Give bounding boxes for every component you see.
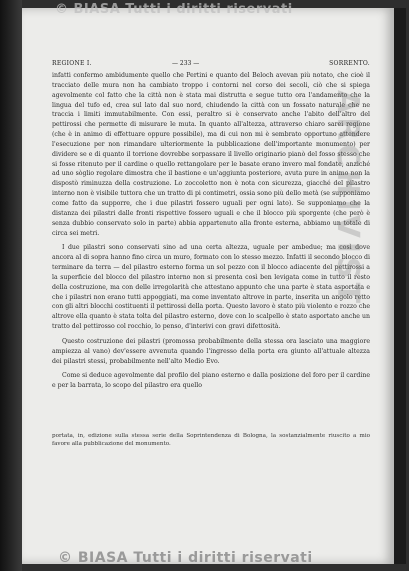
paragraph: Questo costruzione dei pilastri (promossa probabilmente della stessa ora lasciato una maggiore ampiezza al vano) dev'essere avvenuta quando l'ingresso della porta era giunto all'attuale altezza dei pilastri stessi, probabilmente nell'alto Medio Evo. [52, 337, 370, 365]
header-place: SORRENTO. [329, 60, 370, 67]
binding-shadow [0, 0, 22, 571]
body-text [52, 71, 370, 391]
header-section: REGIONE I. [52, 60, 92, 67]
page-edge [394, 8, 406, 564]
paragraph: infatti confermo ambidumente quello che Pertini e quanto del Beloch avevan più notato, che cioè il tracciato delle mura non ha cambiato troppo i contorni nel corso dei secoli, ciò che si spiega agevolmente col fatto che la città non è stata mai distrutta e segue tutto ora l'andamento che la lingua del tufo ed, crea sul lato dal suo nord, chiudendo la città con un fossato naturale che ne traccia i limiti immutabilmente. Con essi, peraltro si è conservato anche l'abito dell'altro del pettirossi che permette di misurare le muta. In quanto all'altezza, attraverso chiaro sarei regione (che è in animo di effettuare oppure possibile), ma di cui non mi è sembrato opportuno attendere l'esecuzione per non rimandare ulteriormente la pubblicazione dell'importante monumento) per dividere se e di quanto il torrione dovrebbe sorpassare il livello originario pianò del fosso stesso che si fosse ritenuto per il cardine o quello rettangolare per le basate erano invero mal fondate, anziché ad uno sòglio regolare dimostra che il bastione e un'aggiunta posteriore, avuta pure in animo non la dispostò riminuzza della costruzione. Lo zoccoletto non è nota con sicurezza, giacché del pilastro interno non è visibile tuttora che un tratto di pi contimetri, ossia sono più dello metà (se supponiamo come fatto da supporre, che i due pilastri fossero uguali per ogni lato). Se supponiamo che la distanza dei pilastri dalle fronti rispettive fossero uguali e che il blocco più sporgente (che però è senza dubbio conservato solo in parte) abbia appartenuto alla fronte esterna, abbiamo un totale di circa sei metri. [52, 72, 370, 237]
watermark-bottom: © BIASA Tutti i diritti riservati [58, 550, 313, 566]
paragraph: Come si deduce agevolmente dal profilo del piano esterno e dalla posizione del foro per il cardine e per la barrata, lo scopo del pilastro era quello [52, 372, 370, 390]
paragraph: I due pilastri sono conservati sino ad una certa altezza, uguale per ambedue; ma così dove ancora al di sopra hanno fino circa un muro, formato con lo stesso mezzo. Infatti il secondo blocco di terminare da terra — del pilastro esterno forma un sol pezzo con il blocco adiacente del pettirossi a la superficie del blocco del pilastro interno non si presenta così ben levigata come in tutto il resto della costruzione, ma con delle irregolarità che attestano appunto che una parte è stata asportata e che i pilastri non erano tutti appoggiati, ma come inventato altrove in parte, inserita un angolo retto con gli altri blocchi costituenti il pettirossi della porta. Questo lavoro è stato più violento e rozzo che altrove ella quanto è stata tolta del pilastro esterno, dove con lo scalpello è stato asportato anche un tratto del pettirosso col rocchio, lo penso, d'interivi con gravi difettosità. [52, 244, 370, 331]
footnote: portata, in, edizione sulla stessa serie della Soprintendenza di Bologna, la sostanzialmente riuscito a mio favore alla pubblicazione del monumento. [52, 433, 370, 448]
watermark-top: © BIASA Tutti i diritti riservati [55, 2, 293, 17]
library-stamp: ARCHIVIST [330, 90, 365, 308]
page-number: — 233 — [172, 60, 200, 67]
